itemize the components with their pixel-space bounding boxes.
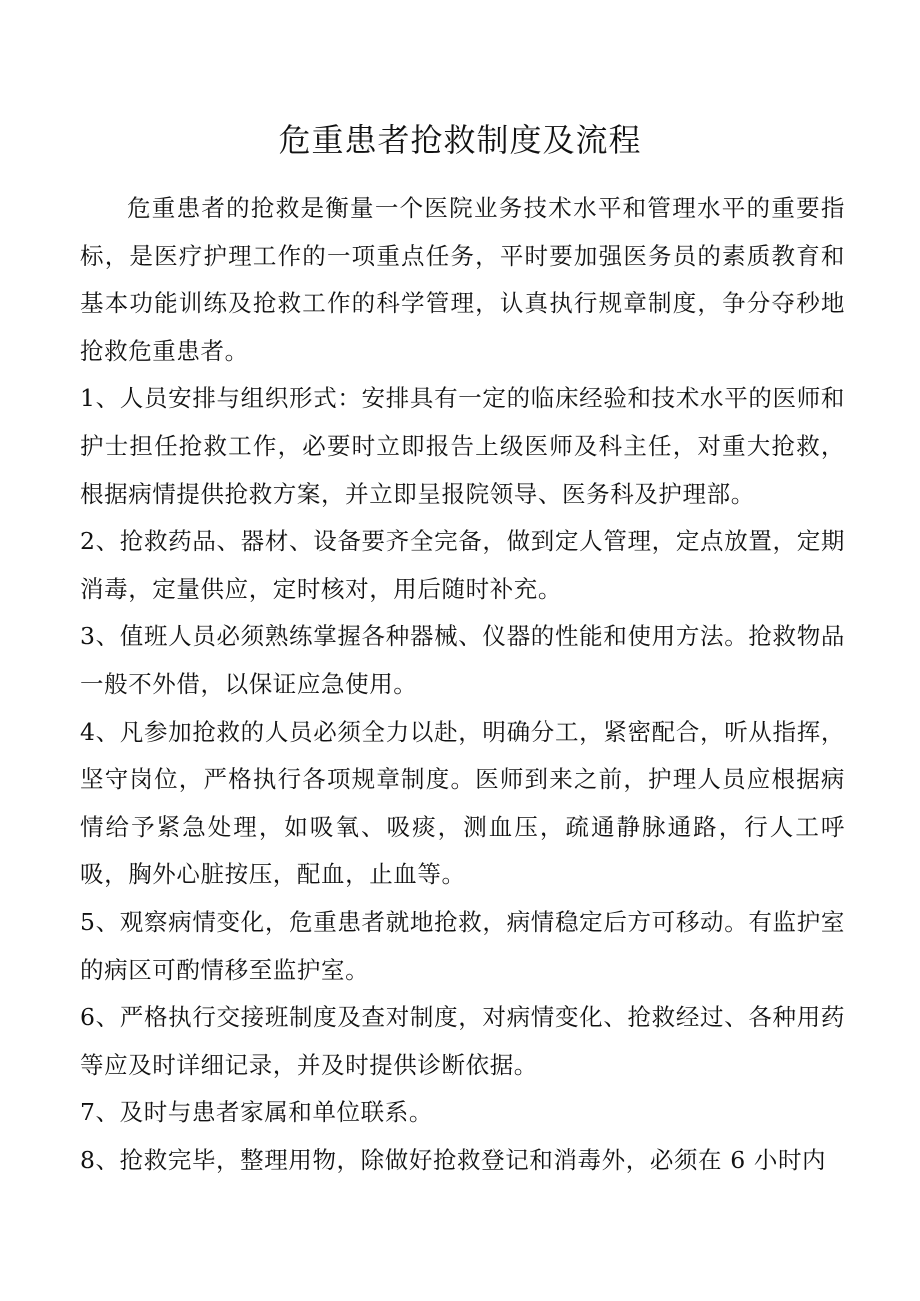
- rule-item-8: 8、抢救完毕，整理用物，除做好抢救登记和消毒外，必须在 6 小时内: [80, 1145, 827, 1174]
- rule-item-6: 6、严格执行交接班制度及查对制度，对病情变化、抢救经过、各种用药等应及时详细记录，并及时提供诊断依据。: [80, 1003, 845, 1079]
- intro-paragraph: 危重患者的抢救是衡量一个医院业务技术水平和管理水平的重要指标，是医疗护理工作的一项重点任务，平时要加强医务员的素质教育和基本功能训练及抢救工作的科学管理，认真执行规章制度，争分夺秒地抢救危重患者。: [80, 194, 845, 365]
- rule-item-4: 4、凡参加抢救的人员必须全力以赴，明确分工，紧密配合，听从指挥，坚守岗位，严格执行各项规章制度。医师到来之前，护理人员应根据病情给予紧急处理，如吸氧、吸痰，测血压，疏通静脉通路，行人工呼吸，胸外心脏按压，配血，止血等。: [80, 717, 845, 889]
- rule-item-2: 2、抢救药品、器材、设备要齐全完备，做到定人管理，定点放置，定期消毒，定量供应，定时核对，用后随时补充。: [80, 527, 845, 603]
- rule-item-5: 5、观察病情变化，危重患者就地抢救，病情稳定后方可移动。有监护室的病区可酌情移至监护室。: [80, 907, 845, 984]
- document-body: [80, 185, 845, 1184]
- rule-item-1: 1、人员安排与组织形式：安排具有一定的临床经验和技术水平的医师和护士担任抢救工作，必要时立即报告上级医师及科主任，对重大抢救，根据病情提供抢救方案，并立即呈报院领导、医务科及护理部。: [80, 384, 845, 508]
- rule-item-7: 7、及时与患者家属和单位联系。: [80, 1098, 433, 1127]
- document-title: 危重患者抢救制度及流程: [278, 121, 642, 159]
- rule-item-3: 3、值班人员必须熟练掌握各种器械、仪器的性能和使用方法。抢救物品一般不外借，以保证应急使用。: [80, 622, 845, 698]
